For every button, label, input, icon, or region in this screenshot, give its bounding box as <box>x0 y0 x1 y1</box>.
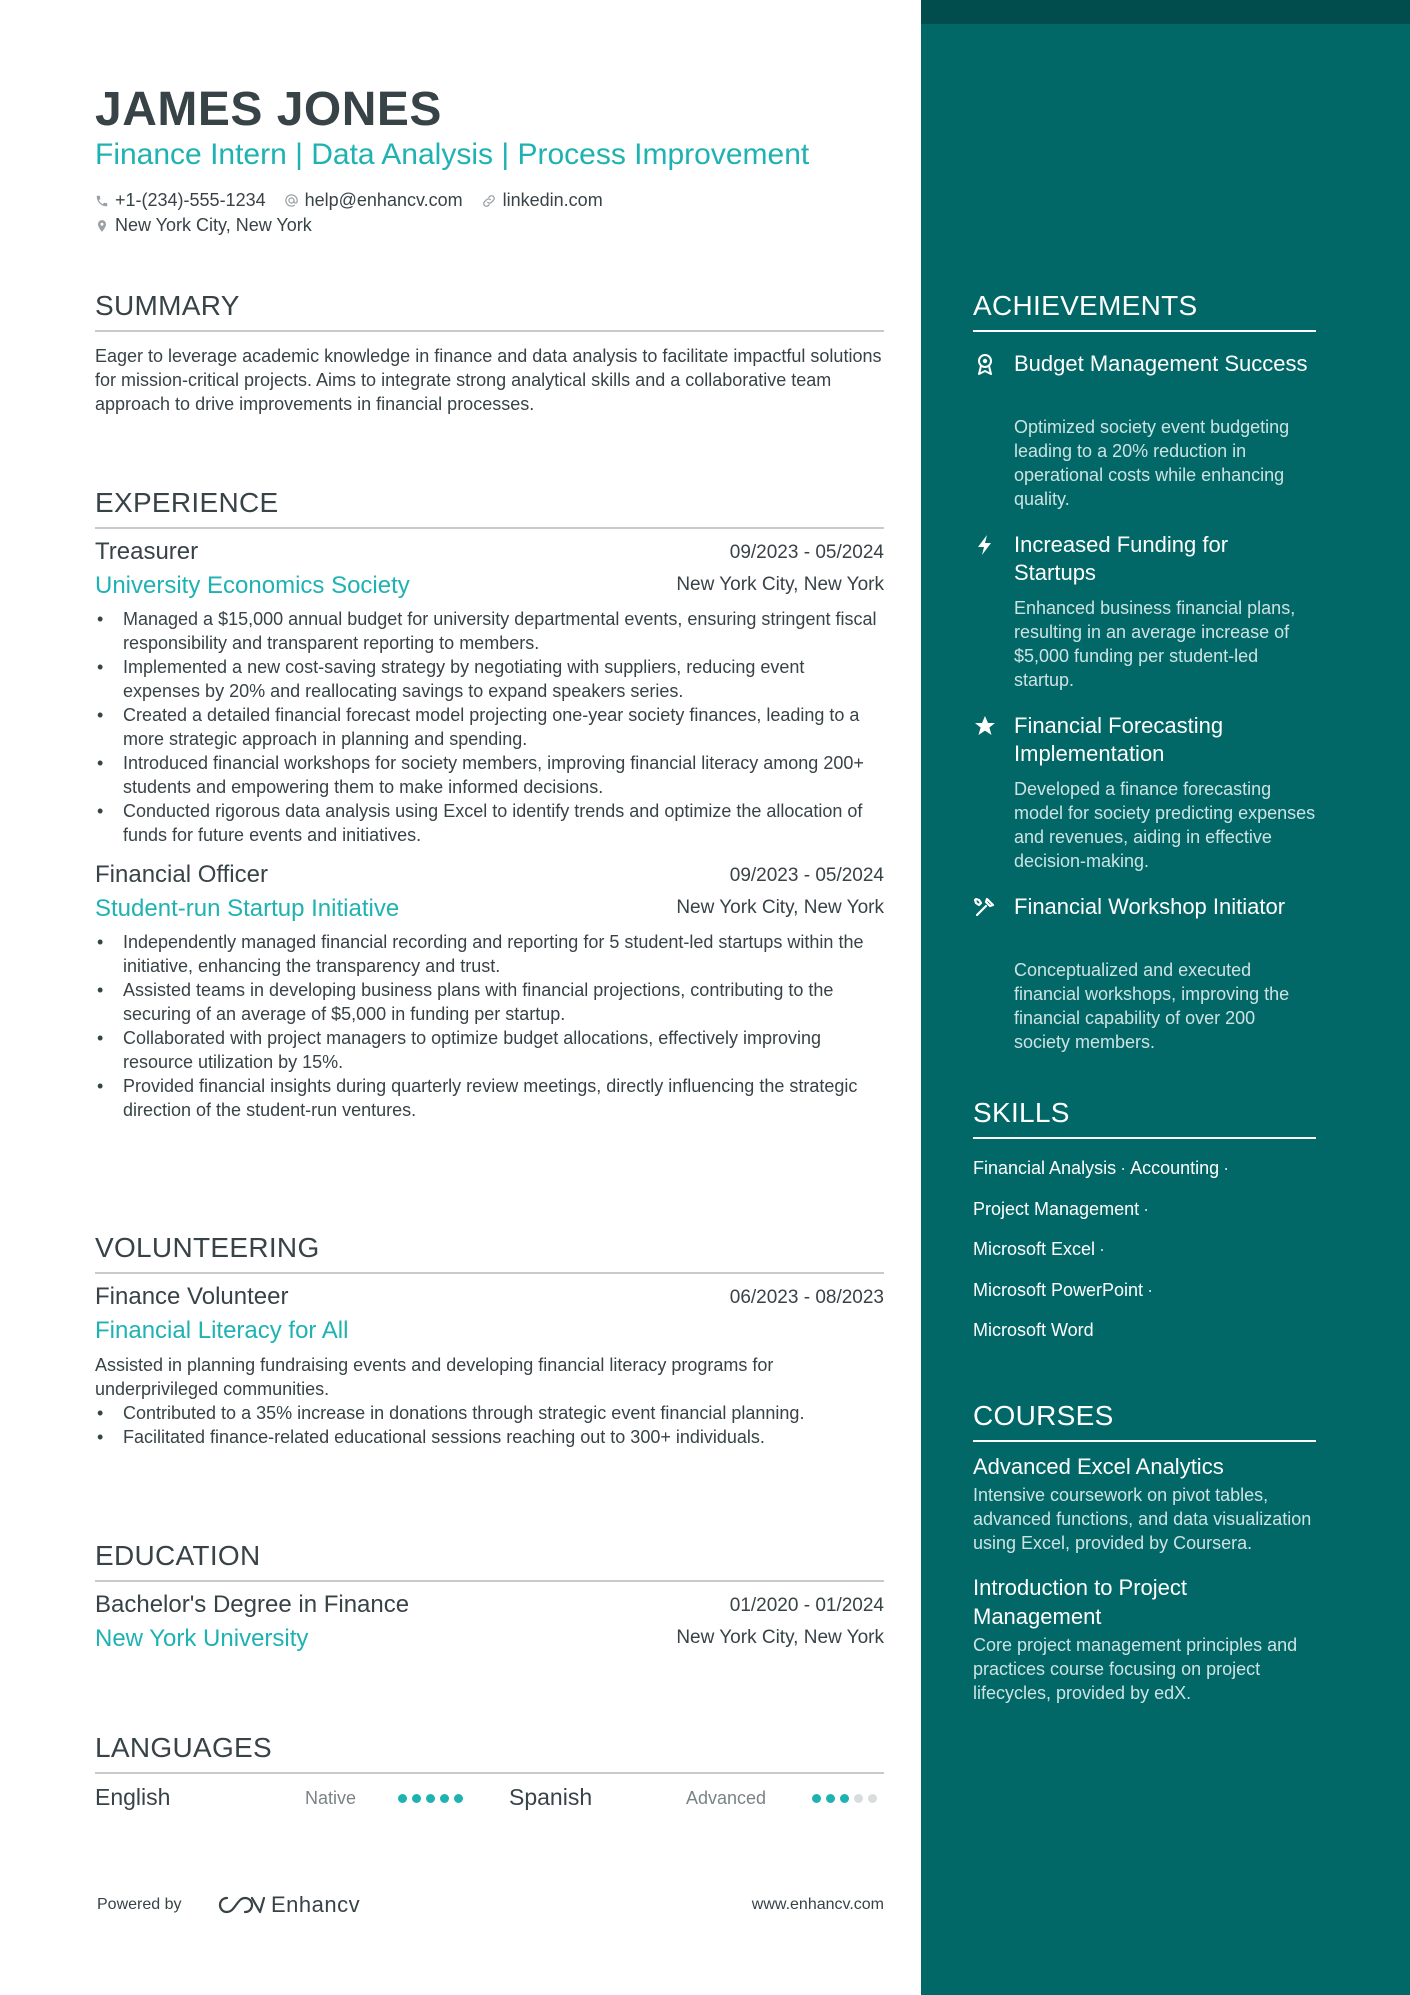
bullet-item: • Conducted rigorous data analysis using Excel to identify trends and optimize the allocation of funds for future events and initiatives. <box>95 799 884 847</box>
language-level: Advanced <box>686 1788 767 1808</box>
school-location: New York City, New York <box>676 1627 884 1648</box>
proficiency-dot <box>812 1794 821 1803</box>
courses-section <box>973 1400 1316 1705</box>
job-dates: 09/2023 - 05/2024 <box>729 542 884 563</box>
courses-title: COURSES <box>973 1400 1316 1442</box>
location-contact <box>95 215 312 236</box>
location-pin-icon <box>95 218 109 234</box>
job-organization: Student-run Startup Initiative <box>95 895 400 922</box>
proficiency-dot <box>854 1794 863 1803</box>
email-text: help@enhancv.com <box>304 190 463 210</box>
bullet-item: • Independently managed financial recording and reporting for 5 student-led startups within the initiative, enhancing the transparency and trust. <box>95 930 884 978</box>
star-icon <box>973 714 997 738</box>
phone-icon <box>95 194 109 208</box>
bullet-item: • Introduced financial workshops for society members, improving financial literacy among 200+ students and empowering them to make informed decisions. <box>95 751 884 799</box>
skill-item: Project Management <box>973 1198 1140 1219</box>
job-title: Treasurer <box>95 538 199 565</box>
volunteering-title: VOLUNTEERING <box>95 1232 884 1274</box>
achievement-title: Financial Workshop Initiator <box>1014 894 1286 919</box>
language-proficiency-dots <box>812 1790 882 1808</box>
job-location: New York City, New York <box>676 897 884 918</box>
proficiency-dot <box>412 1794 421 1803</box>
website-link[interactable]: www.enhancv.com <box>751 1896 884 1913</box>
proficiency-dot <box>826 1794 835 1803</box>
education-dates: 01/2020 - 01/2024 <box>729 1595 884 1616</box>
achievement-item <box>973 350 1316 520</box>
headline: Finance Intern | Data Analysis | Process Improvement <box>95 138 810 171</box>
linkedin-text: linkedin.com <box>502 190 603 210</box>
bullet-item: • Implemented a new cost-saving strategy by negotiating with suppliers, reducing event expenses by 20% and reallocating savings to expand speakers series. <box>95 655 884 703</box>
volunteer-role: Finance Volunteer <box>95 1283 289 1310</box>
volunteer-organization: Financial Literacy for All <box>95 1317 349 1344</box>
languages-title: LANGUAGES <box>95 1732 884 1774</box>
summary-title: SUMMARY <box>95 290 884 332</box>
location-text: New York City, New York <box>115 215 312 235</box>
sidebar <box>921 0 1410 1995</box>
award-icon <box>973 352 997 376</box>
skills-list: Financial Analysis · Accounting · Project Management · Microsoft Excel · Microsoft PowerPoint · Microsoft Word <box>973 1158 1230 1340</box>
achievement-description: Enhanced business financial plans, resulting in an average increase of $5,000 funding per student-led startup. <box>1014 598 1296 690</box>
course-item <box>973 1573 1316 1705</box>
education-section <box>95 1540 884 1653</box>
skills-section <box>973 1097 1316 1139</box>
language-name: Spanish <box>509 1784 593 1810</box>
volunteer-bullets <box>95 1401 884 1449</box>
education-title: EDUCATION <box>95 1540 884 1582</box>
tools-icon <box>973 895 997 919</box>
link-icon <box>481 193 497 209</box>
contact-info <box>95 188 621 238</box>
bullet-item: • Facilitated finance-related educational sessions reaching out to 300+ individuals. <box>95 1425 884 1449</box>
course-title: Introduction to Project Management <box>973 1575 1188 1629</box>
achievement-title: Financial Forecasting Implementation <box>1014 713 1224 766</box>
language-proficiency-dots <box>398 1790 468 1808</box>
experience-entry <box>95 538 884 847</box>
linkedin-contact[interactable] <box>481 190 603 211</box>
experience-section <box>95 487 884 1122</box>
bullet-item: • Assisted teams in developing business plans with financial projections, contributing to the securing of an average of $5,000 in funding per startup. <box>95 978 884 1026</box>
skills-title: SKILLS <box>973 1097 1316 1139</box>
proficiency-dot <box>454 1794 463 1803</box>
proficiency-dot <box>868 1794 877 1803</box>
enhancv-logo[interactable] <box>217 1892 360 1918</box>
bullet-item: • Contributed to a 35% increase in donations through strategic event financial planning. <box>95 1401 884 1425</box>
achievement-title: Increased Funding for Startups <box>1014 532 1229 585</box>
sidebar-top-bar <box>921 0 1410 24</box>
proficiency-dot <box>426 1794 435 1803</box>
job-organization: University Economics Society <box>95 572 410 599</box>
course-title: Advanced Excel Analytics <box>973 1454 1224 1479</box>
achievement-item <box>973 712 1316 882</box>
languages-section <box>95 1732 884 1824</box>
achievements-section <box>973 290 1316 332</box>
achievement-description: Conceptualized and executed financial workshops, improving the financial capability of over 200 society members. <box>1014 960 1290 1052</box>
powered-by-label: Powered by <box>97 1896 182 1913</box>
proficiency-dot <box>440 1794 449 1803</box>
experience-entry <box>95 861 884 1122</box>
at-icon <box>284 193 299 208</box>
volunteer-dates: 06/2023 - 08/2023 <box>729 1287 884 1308</box>
course-description: Core project management principles and practices course focusing on project lifecycles, provided by edX. <box>973 1635 1298 1703</box>
bullet-item: • Managed a $15,000 annual budget for university departmental events, ensuring stringent fiscal responsibility and transparent reporting to members. <box>95 607 884 655</box>
volunteer-description: Assisted in planning fundraising events and developing financial literacy programs for underprivileged communities. <box>95 1355 774 1399</box>
achievement-item <box>973 531 1316 701</box>
job-title: Financial Officer <box>95 861 268 888</box>
skill-item: Microsoft Word <box>973 1320 1094 1340</box>
course-item <box>973 1452 1316 1555</box>
volunteering-section <box>95 1232 884 1449</box>
school-name: New York University <box>95 1625 309 1652</box>
language-name: English <box>95 1784 171 1810</box>
proficiency-dot <box>398 1794 407 1803</box>
job-bullets <box>95 930 884 1122</box>
summary-text: Eager to leverage academic knowledge in finance and data analysis to facilitate impactful solutions for mission-critical projects. Aims to integrate strong analytical skills and a collaborative team approach to drive improvements in financial processes. <box>95 346 882 414</box>
enhancv-logo-icon <box>217 1892 265 1918</box>
skill-item: Microsoft PowerPoint <box>973 1279 1144 1300</box>
lightning-icon <box>973 533 997 557</box>
summary-section <box>95 290 884 416</box>
job-location: New York City, New York <box>676 574 884 595</box>
job-bullets <box>95 607 884 847</box>
course-description: Intensive coursework on pivot tables, advanced functions, and data visualization using Excel, provided by Coursera. <box>973 1485 1312 1553</box>
phone-contact[interactable] <box>95 190 266 211</box>
candidate-name: JAMES JONES <box>95 83 442 136</box>
job-dates: 09/2023 - 05/2024 <box>729 865 884 886</box>
achievement-title: Budget Management Success <box>1014 351 1308 376</box>
bullet-item: • Created a detailed financial forecast model projecting one-year society finances, leading to a more strategic approach in planning and spending. <box>95 703 884 751</box>
achievement-description: Developed a finance forecasting model for society predicting expenses and revenues, aiding in effective decision-making. <box>1014 779 1316 871</box>
skill-item: Financial Analysis <box>973 1158 1117 1178</box>
skill-item: Microsoft Excel <box>973 1239 1096 1259</box>
brand-name: Enhancv <box>271 1892 361 1917</box>
skill-item: Accounting <box>1130 1158 1220 1178</box>
experience-title: EXPERIENCE <box>95 487 884 529</box>
phone-text: +1-(234)-555-1234 <box>115 190 266 210</box>
achievements-title: ACHIEVEMENTS <box>973 290 1316 332</box>
language-level: Native <box>305 1788 357 1808</box>
proficiency-dot <box>840 1794 849 1803</box>
achievement-description: Optimized society event budgeting leading to a 20% reduction in operational costs while enhancing quality. <box>1014 417 1290 509</box>
bullet-item: • Collaborated with project managers to optimize budget allocations, effectively improving resource utilization by 15%. <box>95 1026 884 1074</box>
degree-title: Bachelor's Degree in Finance <box>95 1591 410 1618</box>
bullet-item: • Provided financial insights during quarterly review meetings, directly influencing the strategic direction of the student-run ventures. <box>95 1074 884 1122</box>
achievement-item <box>973 893 1316 1063</box>
email-contact[interactable] <box>284 190 463 211</box>
